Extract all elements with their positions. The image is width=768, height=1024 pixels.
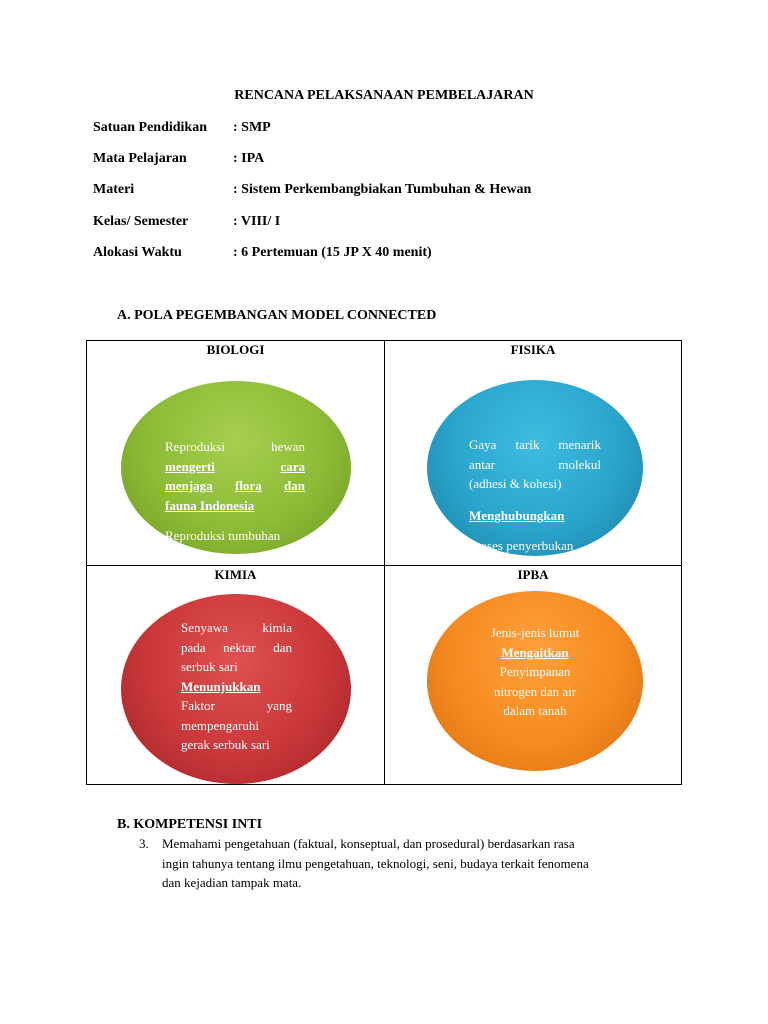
cell-heading-ipba: IPBA (517, 567, 549, 582)
info-value: : 6 Pertemuan (15 JP X 40 menit) (233, 245, 432, 260)
cell-biologi (86, 340, 385, 566)
page-title: RENCANA PELAKSANAAN PEMBELAJARAN (234, 88, 534, 103)
ipba-line-3: Penyimpanan (499, 664, 571, 679)
kimia-line-2: pada nektar dan (181, 639, 292, 655)
info-label: Materi (93, 182, 135, 197)
ki-item-text (162, 834, 682, 893)
ki-line-1: Memahami pengetahuan (faktual, konseptual, dan prosedural) berdasarkan rasa (162, 836, 575, 851)
info-row-kelas (93, 214, 280, 230)
fisika-line-5: Proses penyerbukan (469, 538, 574, 553)
cell-heading-biologi: BIOLOGI (206, 342, 265, 357)
biologi-line-1: Reproduksi hewan (165, 439, 305, 454)
circle-fisika (427, 380, 643, 556)
fisika-line-3: (adhesi & kohesi) (469, 476, 562, 491)
section-b-heading: B. KOMPETENSI INTI (117, 817, 263, 832)
info-value: : Sistem Perkembangbiakan Tumbuhan & Hewan (233, 182, 532, 197)
kimia-line-7: gerak serbuk sari (181, 737, 270, 752)
cell-fisika (384, 340, 682, 566)
cell-kimia (86, 565, 385, 785)
info-row-materi (93, 182, 531, 198)
kimia-line-4: Menunjukkan (181, 678, 261, 694)
kimia-line-3: serbuk sari (181, 659, 238, 674)
cell-heading-kimia: KIMIA (214, 567, 257, 582)
info-label: Kelas/ Semester (93, 214, 189, 229)
ki-item-number: 3. (139, 836, 149, 851)
cell-ipba (384, 565, 682, 785)
info-value: : IPA (233, 151, 265, 166)
biologi-line-3: menjaga flora dan (165, 478, 305, 493)
info-label: Satuan Pendidikan (93, 120, 207, 135)
info-row-satuan (93, 120, 271, 136)
info-row-mapel (93, 151, 264, 167)
ipba-line-1: Jenis-jenis lumut (490, 625, 580, 640)
biologi-line-4: fauna Indonesia (165, 497, 255, 513)
info-label: Mata Pelajaran (93, 151, 187, 166)
fisika-line-4: Menghubungkan (469, 507, 565, 523)
fisika-line-2: antar molekul (469, 456, 601, 472)
info-row-alokasi (93, 245, 432, 261)
kimia-line-5: Faktor yang (181, 698, 292, 713)
circle-ipba (427, 591, 643, 771)
info-value: : VIII/ I (233, 214, 281, 229)
ki-line-2: ingin tahunya tentang ilmu pengetahuan, teknologi, seni, budaya terkait fenomena (162, 855, 589, 871)
kimia-line-6: mempengaruhi (181, 717, 259, 733)
ipba-line-5: dalam tanah (503, 703, 567, 718)
ipba-line-2: Mengaitkan (501, 644, 569, 660)
info-label: Alokasi Waktu (93, 245, 182, 260)
kimia-line-1: Senyawa kimia (181, 620, 292, 635)
biologi-line-5: Reproduksi tumbuhan (165, 528, 281, 543)
biologi-line-2: mengerti cara (165, 458, 305, 474)
circle-biologi (121, 381, 351, 554)
circle-kimia (121, 594, 351, 784)
cell-heading-fisika: FISIKA (510, 342, 556, 357)
info-value: : SMP (233, 120, 271, 135)
ki-line-3: dan kejadian tampak mata. (162, 875, 302, 890)
ipba-line-4: nitrogen dan air (493, 683, 577, 699)
section-a-heading: A. POLA PEGEMBANGAN MODEL CONNECTED (117, 308, 437, 323)
fisika-line-1: Gaya tarik menarik (469, 437, 601, 452)
